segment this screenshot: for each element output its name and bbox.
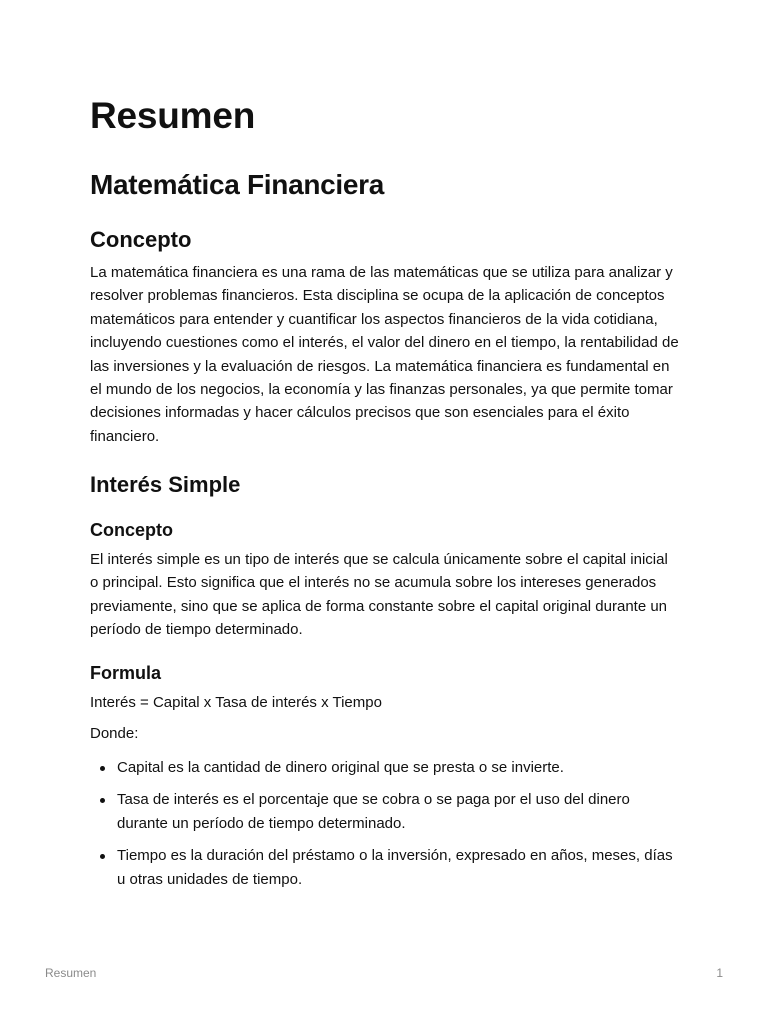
simple-interest-concept-paragraph: El interés simple es un tipo de interés que se calcula únicamente sobre el capital inicial o principal. Esto significa que el interés no se acumula sobre los intereses generados previamente, sino que se aplica de forma constante sobre el capital original durante un período de tiempo determinado. [90, 551, 668, 639]
list-item-text: Tiempo es la duración del préstamo o la inversión, expresado en años, meses, días u otras unidades de tiempo. [117, 847, 673, 888]
simple-interest-concept-heading: Concepto [90, 520, 173, 540]
where-label: Donde: [90, 725, 139, 742]
footer-label: Resumen [45, 966, 97, 980]
page-number: 1 [716, 966, 723, 980]
bullet-icon [100, 854, 105, 859]
formula-heading: Formula [90, 663, 162, 683]
document-title: Resumen [90, 95, 256, 136]
simple-interest-heading: Interés Simple [90, 472, 241, 497]
section-title: Matemática Financiera [90, 169, 385, 200]
list-item [90, 844, 680, 891]
concept-heading: Concepto [90, 227, 192, 252]
list-item-text: Tasa de interés es el porcentaje que se cobra o se paga por el uso del dinero durante un período de tiempo determinado. [117, 791, 630, 832]
bullet-icon [100, 766, 105, 771]
definitions-list [90, 756, 680, 891]
list-item [90, 788, 680, 835]
formula-text: Interés = Capital x Tasa de interés x Tiempo [90, 694, 382, 711]
concept-paragraph: La matemática financiera es una rama de las matemáticas que se utiliza para analizar y resolver problemas financieros. Esta disciplina se ocupa de la aplicación de conceptos matemáticos para entender y cuantificar los aspectos financieros de la vida cotidiana, incluyendo cuestiones como el interés, el valor del dinero en el tiempo, la rentabilidad de las inversiones y la evaluación de riesgos. La matemática financiera es fundamental en el mundo de los negocios, la economía y las finanzas personales, ya que permite tomar decisiones informadas y hacer cálculos precisos que son esenciales para el éxito financiero. [90, 264, 679, 445]
bullet-icon [100, 798, 105, 803]
list-item [90, 756, 680, 779]
list-item-text: Capital es la cantidad de dinero original que se presta o se invierte. [117, 759, 564, 776]
